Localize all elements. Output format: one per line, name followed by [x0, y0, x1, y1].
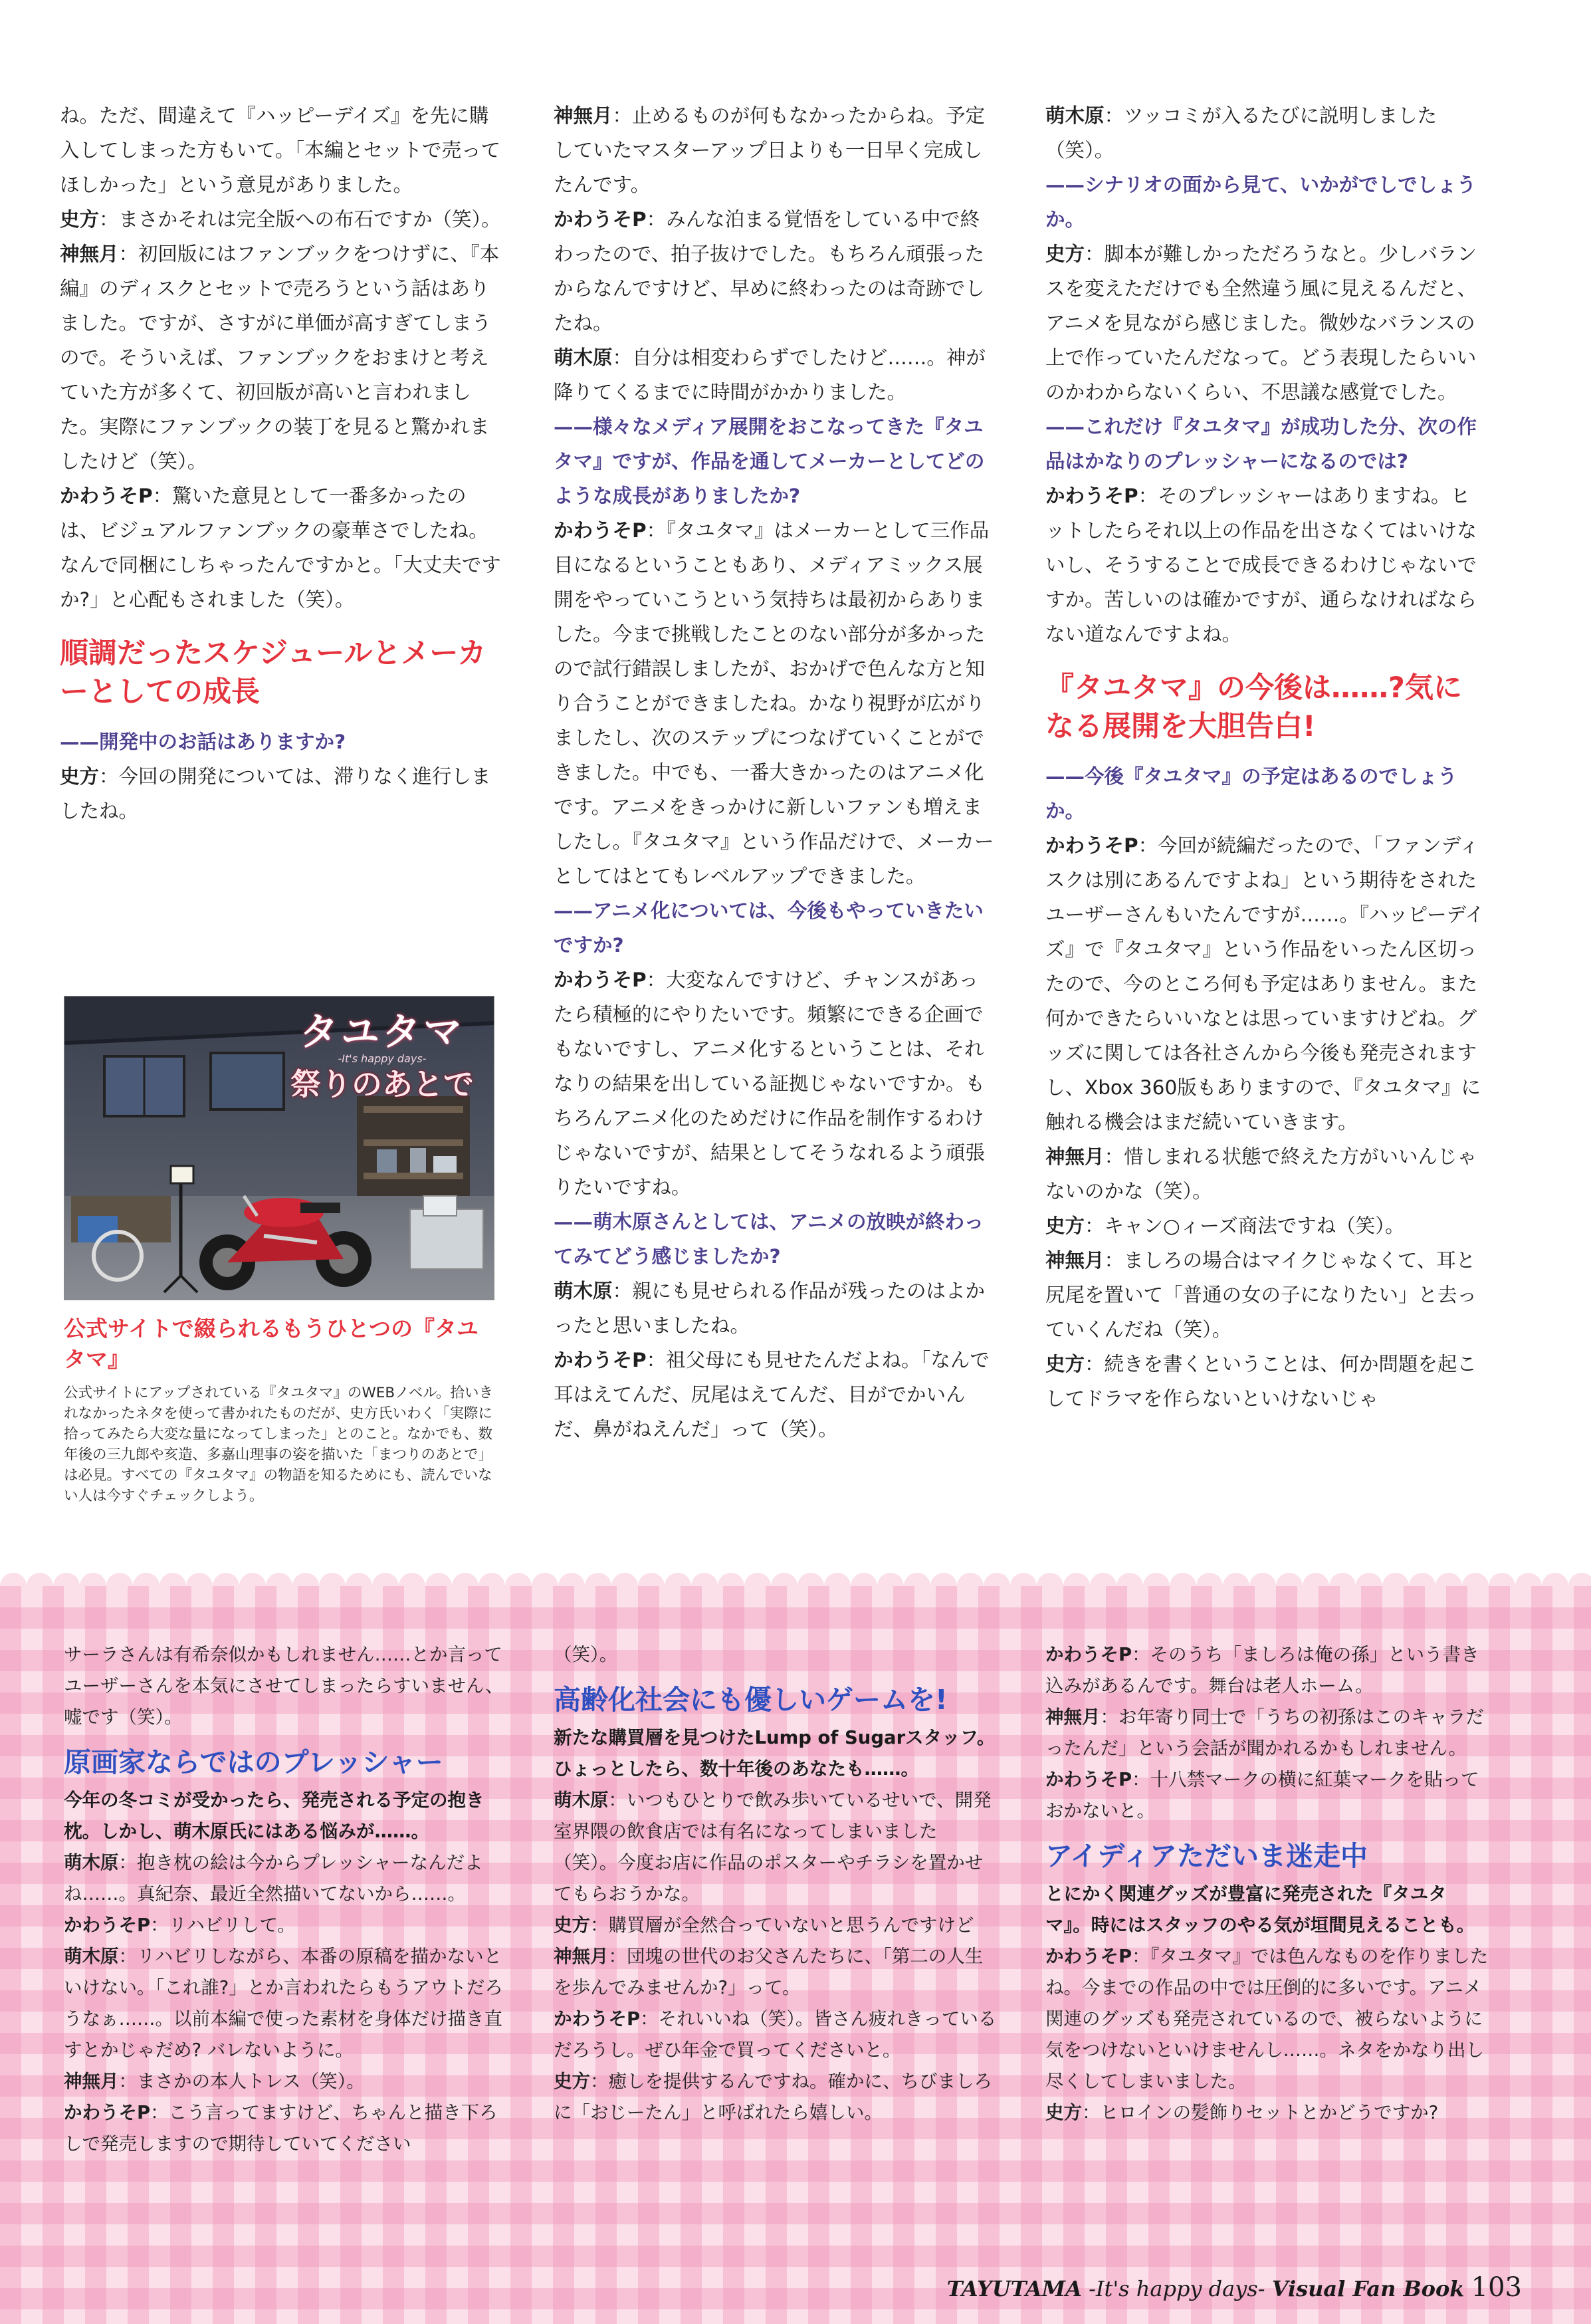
- column-lead: 新たな購買層を見つけたLump of Sugarスタッフ。ひょっとしたら、数十年後のあなたも……。: [554, 1727, 996, 1780]
- speaker-name: かわうそP: [1045, 485, 1138, 507]
- paragraph-text: ：リハビリしながら、本番の原稿を描かないといけない。「これ誰?」とか言われたらもうアウトだろうなぁ……。以前本編で使った素材を身体だけ描き直すとかじゃだめ? バレないように。: [64, 1946, 503, 2061]
- speaker-name: 萌木原: [1045, 104, 1105, 127]
- paragraph: [1045, 1764, 1489, 1827]
- paragraph: [554, 1274, 996, 1343]
- speaker-name: 史方: [1045, 1215, 1085, 1237]
- interview-question: ——開発中のお話はありますか?: [60, 731, 346, 753]
- paragraph: [60, 237, 502, 479]
- paragraph-text: ：それいいね（笑）。皆さん疲れきっているだろうし。ぜひ年金で買ってくださいと。: [554, 2008, 997, 2061]
- paragraph: [554, 202, 996, 340]
- screenshot-title: [290, 1011, 474, 1103]
- speaker-name: 神無月: [60, 243, 119, 265]
- paragraph-text: ：そのプレッシャーはありますね。ヒットしたらそれ以上の作品を出さなくてはいけないし、そうすることで成長できるわけじゃないですか。苦しいのは確かですが、通らなければならない道なんですよね。: [1045, 485, 1477, 645]
- paragraph-text: ：ましろの場合はマイクじゃなくて、耳と尻尾を置いて「普通の女の子になりたい」と去っていくんだね（笑）。: [1045, 1249, 1477, 1341]
- speaker-name: 史方: [554, 1915, 590, 1936]
- paragraph-text: ：ツッコミが入るたびに説明しました（笑）。: [1045, 104, 1437, 162]
- paragraph-text: ：みんな泊まる覚悟をしている中で終わったので、拍子抜けでした。もちろん頑張ったからなんですけど、早めに終わったのは奇跡でしたね。: [554, 208, 985, 334]
- speaker-name: かわうそP: [554, 969, 647, 991]
- paragraph: [554, 513, 996, 893]
- paragraph-text: ね。ただ、間違えて『ハッピーデイズ』を先に購入してしまった方もいて。「本編とセットで売ってほしかった」という意見がありました。: [60, 104, 501, 196]
- page-folio: [947, 2272, 1522, 2303]
- paragraph-text: ：脚本が難しかっただろうなと。少しバランスを変えただけでも全然違う風に見えるんだと、アニメを見ながら感じました。微妙なバランスの上で作っていたんだなって。どう表現したらいいのかわからないくらい、不思議な感覚でした。: [1045, 243, 1477, 404]
- paragraph: [554, 1639, 998, 1671]
- paragraph-text: ：抱き枕の絵は今からプレッシャーなんだよね……。真紀奈、最近全然描いてないから……。: [64, 1852, 483, 1905]
- paragraph-text: ：まさかの本人トレス（笑）。: [118, 2071, 365, 2092]
- paragraph: [554, 1785, 998, 1910]
- paragraph-text: ：惜しまれる状態で終えた方がいいんじゃないのかな（笑）。: [1045, 1145, 1477, 1203]
- bottom-column-2: [554, 1639, 998, 2129]
- paragraph: [554, 1941, 998, 2004]
- speaker-name: 萌木原: [554, 346, 613, 369]
- paragraph-text: ：キャン○ィーズ商法ですね（笑）。: [1085, 1215, 1405, 1237]
- paragraph-text: ：ヒロインの髪飾りセットとかどうですか?: [1082, 2102, 1439, 2123]
- paragraph: [554, 340, 996, 409]
- speaker-name: 萌木原: [64, 1852, 119, 1873]
- paragraph-text: ：止めるものが何もなかったからね。予定していたマスターアップ日よりも一日早く完成したんです。: [554, 104, 986, 196]
- folio-book: Visual Fan Book: [1271, 2276, 1465, 2301]
- speaker-name: 神無月: [554, 1946, 609, 1967]
- paragraph-text: ：祖父母にも見せたんだよね。「なんで耳はえてんだ、尻尾はえてんだ、目がでかいんだ、鼻がねえんだ」って（笑）。: [554, 1349, 990, 1441]
- paragraph: [60, 759, 502, 828]
- paragraph: [1045, 237, 1487, 409]
- paragraph-text: ：いつもひとりで飲み歩いているせいで、開発室界隈の飲食店では有名になってしまいました（笑）。今度お店に作品のポスターやチラシを置かせてもらおうかな。: [554, 1790, 992, 1905]
- interview-question: ——萌木原さんとしては、アニメの放映が終わってみてどう感じましたか?: [554, 1211, 984, 1268]
- paragraph-text: ：『タユタマ』はメーカーとして三作品目になるということもあり、メディアミックス展開をやっていこうという気持ちは最初からありました。今まで挑戦したことのない部分が多かったので試行錯誤しましたが、おかげで色んな方と知り合うことができましたね。かなり視野が広がりましたし、次のステップにつなげていくことができました。中でも、一番大きかったのはアニメ化です。アニメをきっかけに新しいファンも増えましたし。『タユタマ』という作品だけで、メーカーとしてはとてもレベルアップできました。: [554, 519, 994, 887]
- paragraph: [554, 963, 996, 1205]
- paragraph-text: ：こう言ってますけど、ちゃんと描き下ろしで発売しますので期待していてください: [64, 2102, 498, 2154]
- paragraph-text: ：お年寄り同士で「うちの初孫はこのキャラだったんだ」という会話が聞かれるかもしれません。: [1045, 1706, 1484, 1759]
- speaker-name: 萌木原: [64, 1946, 119, 1967]
- paragraph: [60, 98, 502, 202]
- paragraph: [1045, 828, 1487, 1139]
- paragraph: [60, 479, 502, 617]
- interview-question: ——アニメ化については、今後もやっていきたいですか?: [554, 899, 984, 957]
- column-heading: アイディアただいま迷走中: [1045, 1840, 1368, 1872]
- speaker-name: かわうそP: [554, 2008, 641, 2030]
- speaker-name: かわうそP: [554, 208, 647, 231]
- bottom-column-1: [64, 1639, 508, 2160]
- speaker-name: 史方: [60, 765, 100, 788]
- paragraph: [554, 2004, 998, 2066]
- figure-caption-text: 公式サイトにアップされている『タユタマ』のWEBノベル。拾いきれなかったネタを使って書かれたものだが、史方氏いわく「実際に拾ってみたら大変な量になってしまった」とのこと。なかでも、数年後の三九郎や亥造、多嘉山理事の姿を描いた「まつりのあとで」は必見。すべての『タユタマ』の物語を知るためにも、読んでいない人は今すぐチェックしよう。: [64, 1385, 494, 1504]
- paragraph: [1045, 1243, 1487, 1347]
- paragraph-text: ：今回の開発については、滞りなく進行しましたね。: [60, 765, 491, 822]
- game-screenshot: [64, 996, 494, 1300]
- paragraph-text: ：続きを書くということは、何か問題を起こしてドラマを作らないといけないじゃ: [1045, 1353, 1477, 1410]
- speaker-name: かわうそP: [1045, 1769, 1132, 1790]
- paragraph-text: ：自分は相変わらずでしたけど……。神が降りてくるまでに時間がかかりました。: [554, 346, 986, 404]
- paragraph-text: ：まさかそれは完全版への布石ですか（笑）。: [99, 208, 501, 231]
- paragraph: [554, 1910, 998, 1941]
- paragraph: [1045, 1639, 1489, 1702]
- column-heading: 高齢化社会にも優しいゲームを!: [554, 1684, 948, 1716]
- paragraph-text: ：驚いた意見として一番多かったのは、ビジュアルファンブックの豪華さでしたね。なんで同梱にしちゃったんですかと。「大丈夫ですか?」と心配もされました（笑）。: [60, 485, 501, 611]
- paragraph: [1045, 1139, 1487, 1209]
- interview-question: ——これだけ『タユタマ』が成功した分、次の作品はかなりのプレッシャーになるのでは?: [1045, 415, 1477, 473]
- speaker-name: かわうそP: [60, 485, 153, 507]
- paragraph-text: ：大変なんですけど、チャンスがあったら積極的にやりたいです。頻繁にできる企画でもないですし、アニメ化するということは、それなりの結果を出している証拠じゃないですか。もちろんアニメ化のためだけに作品を制作するわけじゃないですが、結果としてそうなれるよう頑張りたいですね。: [554, 969, 986, 1199]
- section-heading: 順調だったスケジュールとメーカーとしての成長: [60, 637, 486, 709]
- paragraph: [64, 2097, 508, 2160]
- figure-caption-title: 公式サイトで綴られるもうひとつの『タユタマ』: [64, 1316, 479, 1372]
- paragraph: [1045, 1702, 1489, 1764]
- speaker-name: 萌木原: [554, 1790, 609, 1811]
- speaker-name: かわうそP: [554, 1349, 647, 1371]
- paragraph-text: ：十八禁マークの横に紅葉マークを貼っておかないと。: [1045, 1769, 1479, 1821]
- speaker-name: 史方: [1045, 2102, 1082, 2123]
- speaker-name: 神無月: [1045, 1706, 1101, 1728]
- paragraph: [1045, 479, 1487, 651]
- section-heading: 『タユタマ』の今後は……?気になる展開を大胆告白!: [1045, 671, 1462, 743]
- paragraph-text: サーラさんは有希奈似かもしれません……とか言ってユーザーさんを本気にさせてしまったらすいません、嘘です（笑）。: [64, 1644, 504, 1728]
- column-2: [554, 98, 996, 1447]
- speaker-name: かわうそP: [64, 1915, 151, 1936]
- screenshot-main-title: 祭りのあとで: [290, 1066, 474, 1102]
- column-lead: 今年の冬コミが受かったら、発売される予定の抱き枕。しかし、萌木原氏にはある悩みが……。: [64, 1790, 484, 1842]
- page-number: 103: [1471, 2272, 1522, 2303]
- paragraph: [64, 1847, 508, 1910]
- paragraph: [64, 2066, 508, 2097]
- folio-subtitle: -It's happy days-: [1089, 2276, 1265, 2301]
- speaker-name: かわうそP: [64, 2102, 151, 2123]
- folio-title: TAYUTAMA: [946, 2276, 1082, 2301]
- paragraph-text: ：『タユタマ』では色んなものを作りましたね。今までの作品の中では圧倒的に多いです。アニメ関連のグッズも発売されているので、被らないように気をつけないといけませんし……。ネタをかなり出し尽くしてしまいました。: [1045, 1946, 1489, 2092]
- paragraph: [1045, 98, 1487, 168]
- speaker-name: 神無月: [1045, 1145, 1105, 1168]
- speaker-name: かわうそP: [1045, 1644, 1132, 1665]
- interview-question: ——様々なメディア展開をおこなってきた『タユタマ』ですが、作品を通してメーカーとしてどのような成長がありましたか?: [554, 415, 985, 507]
- paragraph: [1045, 1209, 1487, 1243]
- column-heading: 原画家ならではのプレッシャー: [64, 1746, 443, 1778]
- speaker-name: 史方: [1045, 1353, 1085, 1375]
- speaker-name: 神無月: [64, 2071, 119, 2092]
- paragraph-text: ：リハビリして。: [150, 1915, 296, 1936]
- speaker-name: 史方: [60, 208, 100, 231]
- speaker-name: 史方: [1045, 243, 1085, 265]
- paragraph-text: ：親にも見せられる作品が残ったのはよかったと思いましたね。: [554, 1280, 986, 1337]
- column-1: [60, 98, 502, 828]
- column-3: [1045, 98, 1487, 1416]
- paragraph-text: ：初回版にはファンブックをつけずに、『本編』のディスクとセットで売ろうという話はありました。ですが、さすがに単価が高すぎてしまうので。そういえば、ファンブックをおまけと考えていた方が多くて、初回版が高いと言われました。実際にファンブックの装丁を見ると驚かれましたけど（笑）。: [60, 243, 500, 473]
- interview-question: ——今後『タユタマ』の予定はあるのでしょうか。: [1045, 765, 1457, 822]
- speaker-name: かわうそP: [1045, 834, 1138, 857]
- screenshot-logo: タユタマ: [299, 1009, 465, 1054]
- paragraph-text: ：癒しを提供するんですね。確かに、ちびましろに「おじーたん」と呼ばれたら嬉しい。: [554, 2071, 992, 2123]
- speaker-name: 史方: [554, 2071, 590, 2092]
- paragraph: [554, 2066, 998, 2129]
- speaker-name: かわうそP: [554, 519, 647, 542]
- speaker-name: 神無月: [554, 104, 613, 127]
- paragraph: [64, 1639, 508, 1733]
- column-lead: とにかく関連グッズが豊富に発売された『タユタマ』。時にはスタッフのやる気が垣間見えることも。: [1045, 1883, 1475, 1936]
- bottom-column-3: [1045, 1639, 1489, 2129]
- paragraph: [1045, 2097, 1489, 2129]
- speaker-name: 萌木原: [554, 1280, 613, 1302]
- speaker-name: 神無月: [1045, 1249, 1105, 1272]
- paragraph-text: ：そのうち「ましろは俺の孫」という書き込みがあるんです。舞台は老人ホーム。: [1045, 1644, 1479, 1696]
- paragraph: [554, 1343, 996, 1447]
- speaker-name: かわうそP: [1045, 1946, 1132, 1967]
- paragraph-text: ：今回が続編だったので、「ファンディスクは別にあるんですよね」という期待をされたユーザーさんもいたんですが……。『ハッピーデイズ』で『タユタマ』という作品をいったん区切ったので、今のところ何も予定はありません。また何かできたらいいなとは思っていますけどね。グッズに関しては各社さんから今後も発売されますし、Xbox 360版もありますので、『タユタマ』に触れる機会はまだ続いていきます。: [1045, 834, 1485, 1133]
- paragraph-text: ：購買層が全然合っていないと思うんですけど: [590, 1915, 974, 1936]
- paragraph: [1045, 1347, 1487, 1416]
- paragraph: [64, 1941, 508, 2066]
- paragraph: [64, 1910, 508, 1941]
- paragraph: [554, 98, 996, 202]
- paragraph-text: （笑）。: [554, 1644, 618, 1665]
- interview-question: ——シナリオの面から見て、いかがでしでしょうか。: [1045, 174, 1477, 231]
- paragraph: [60, 202, 502, 237]
- paragraph-text: ：団塊の世代のお父さんたちに、「第二の人生を歩んでみませんか?」って。: [554, 1946, 984, 1998]
- paragraph: [1045, 1941, 1489, 2097]
- screenshot-subtitle: -It's happy days-: [338, 1052, 427, 1065]
